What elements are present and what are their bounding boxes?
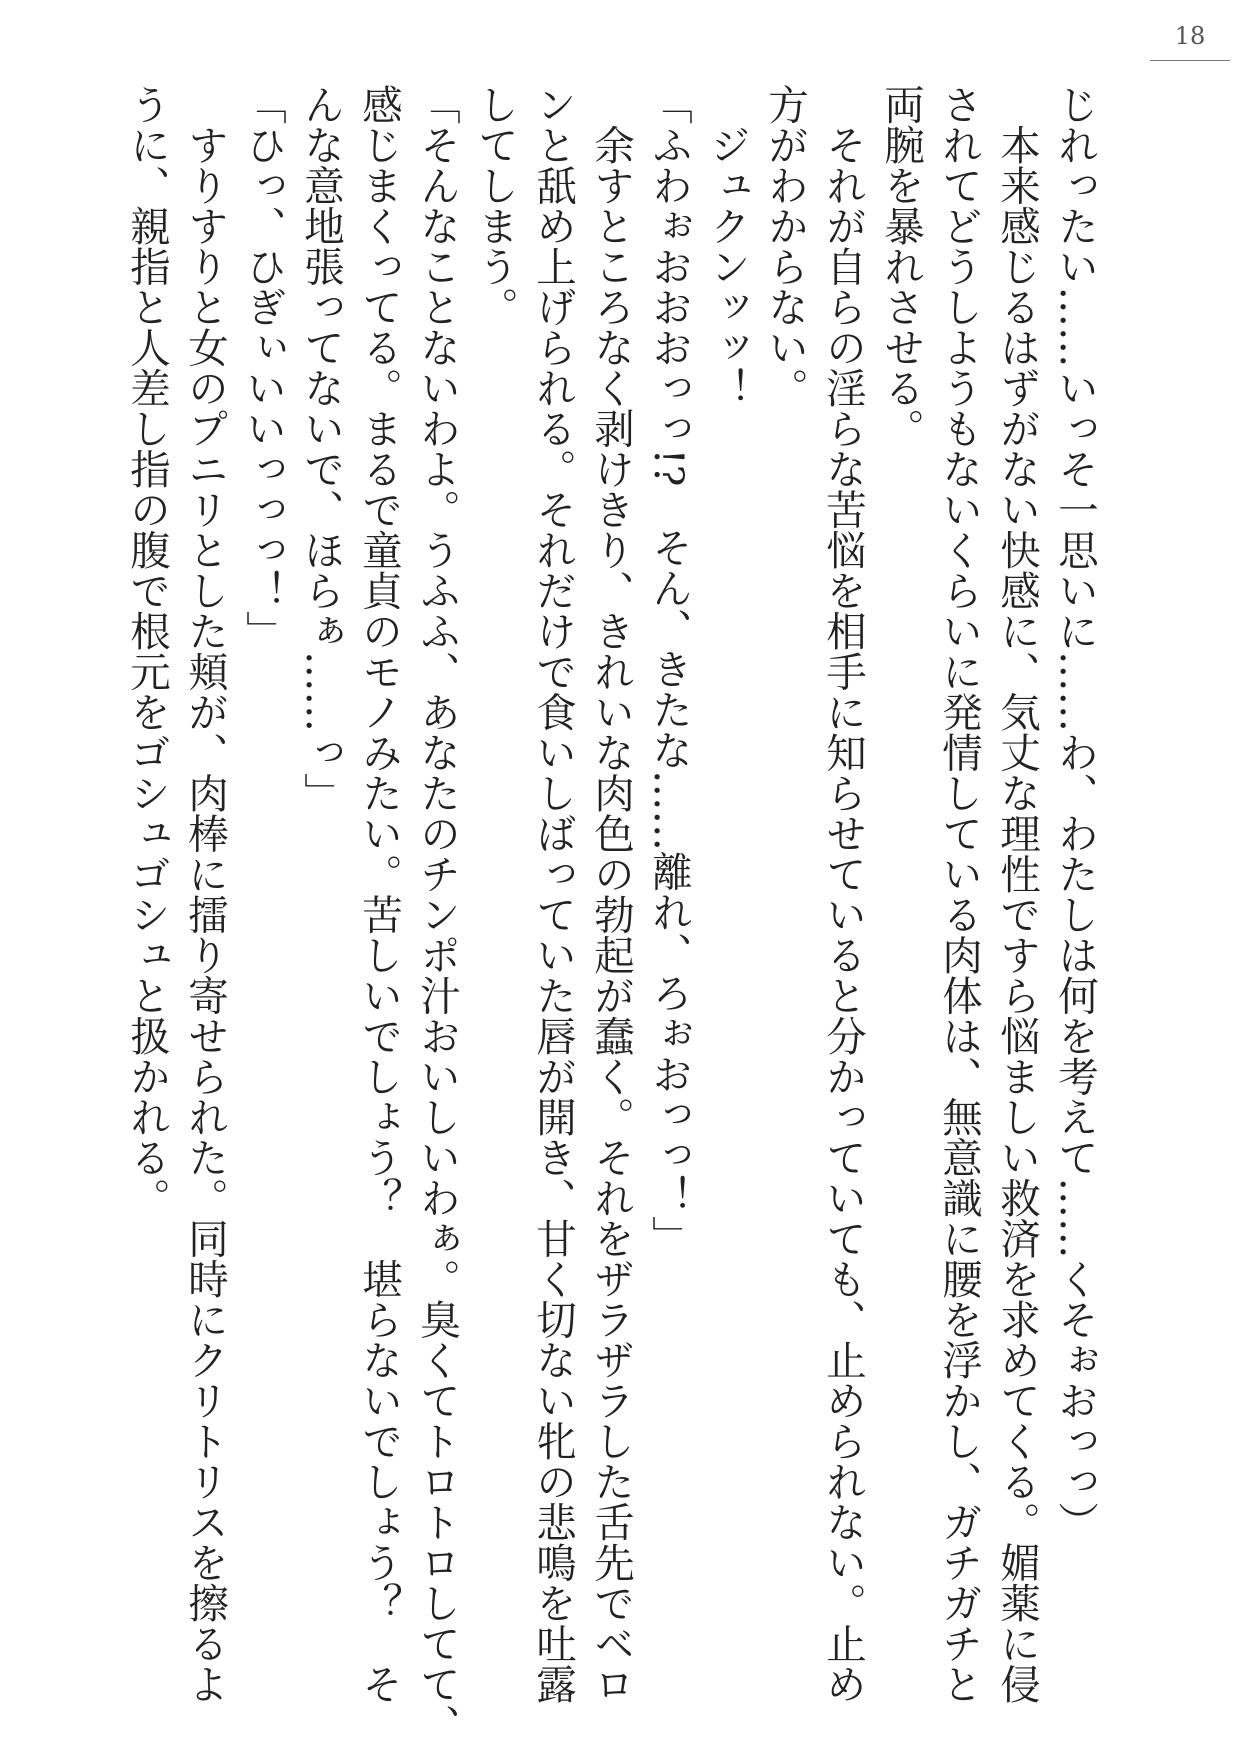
text-line: ンと舐め上げられる。それだけで食いしばっていた唇が開き、甘く切ない牝の悲鳴を吐露 <box>529 84 577 1704</box>
page-number: 18 <box>1174 22 1206 50</box>
text-line: 両腕を暴れさせる。 <box>877 84 925 449</box>
text-line: 本来感じるはずがない快感に、気丈な理性ですら悩ましい救済を求めてくる。媚薬に侵 <box>993 84 1041 1704</box>
text-line: されてどうしようもないくらいに発情している肉体は、無意識に腰を浮かし、ガチガチと <box>935 84 983 1704</box>
text-line: してしまう。 <box>471 84 519 327</box>
text-line: んな意地張ってないで、ほらぁ……っ」 <box>297 84 345 813</box>
text-line: 感じまくってる。まるで童貞のモノみたい。苦しいでしょう？ 堪らないでしょう？ そ <box>355 84 403 1704</box>
text-line: 「ふわぉおおおっっ!? そん、きたな……離れ、ろぉおっっ！」 <box>645 84 693 1256</box>
body-text <box>104 84 1104 1745</box>
text-line: ジュクンッッ！ <box>703 84 751 408</box>
page-number-rule <box>1150 60 1230 61</box>
text-line: それが自らの淫らな苦悩を相手に知らせていると分かっていても、止められない。止め <box>819 84 867 1704</box>
text-line: すりすりと女のプニリとした頬が、肉棒に擂り寄せられた。同時にクリトリスを擦るよ <box>181 84 229 1704</box>
text-line: 「そんなことないわよ。うふふ、あなたのチンポ汁おいしいわぁ。臭くてトロトロしてて、 <box>413 84 461 1745</box>
text-line: 余すところなく剥けきり、きれいな肉色の勃起が蠢く。それをザラザラした舌先でベロ <box>587 84 635 1704</box>
text-line: 方がわからない。 <box>761 84 809 408</box>
text-line: 「ひっ、ひぎぃいいっっっ！」 <box>239 84 287 651</box>
text-line: うに、親指と人差し指の腹で根元をゴシュゴシュと扱かれる。 <box>123 84 171 1218</box>
text-line: じれったい……いっそ一思いに……わ、わたしは何を考えて……くそぉおっっ） <box>1051 84 1099 1542</box>
